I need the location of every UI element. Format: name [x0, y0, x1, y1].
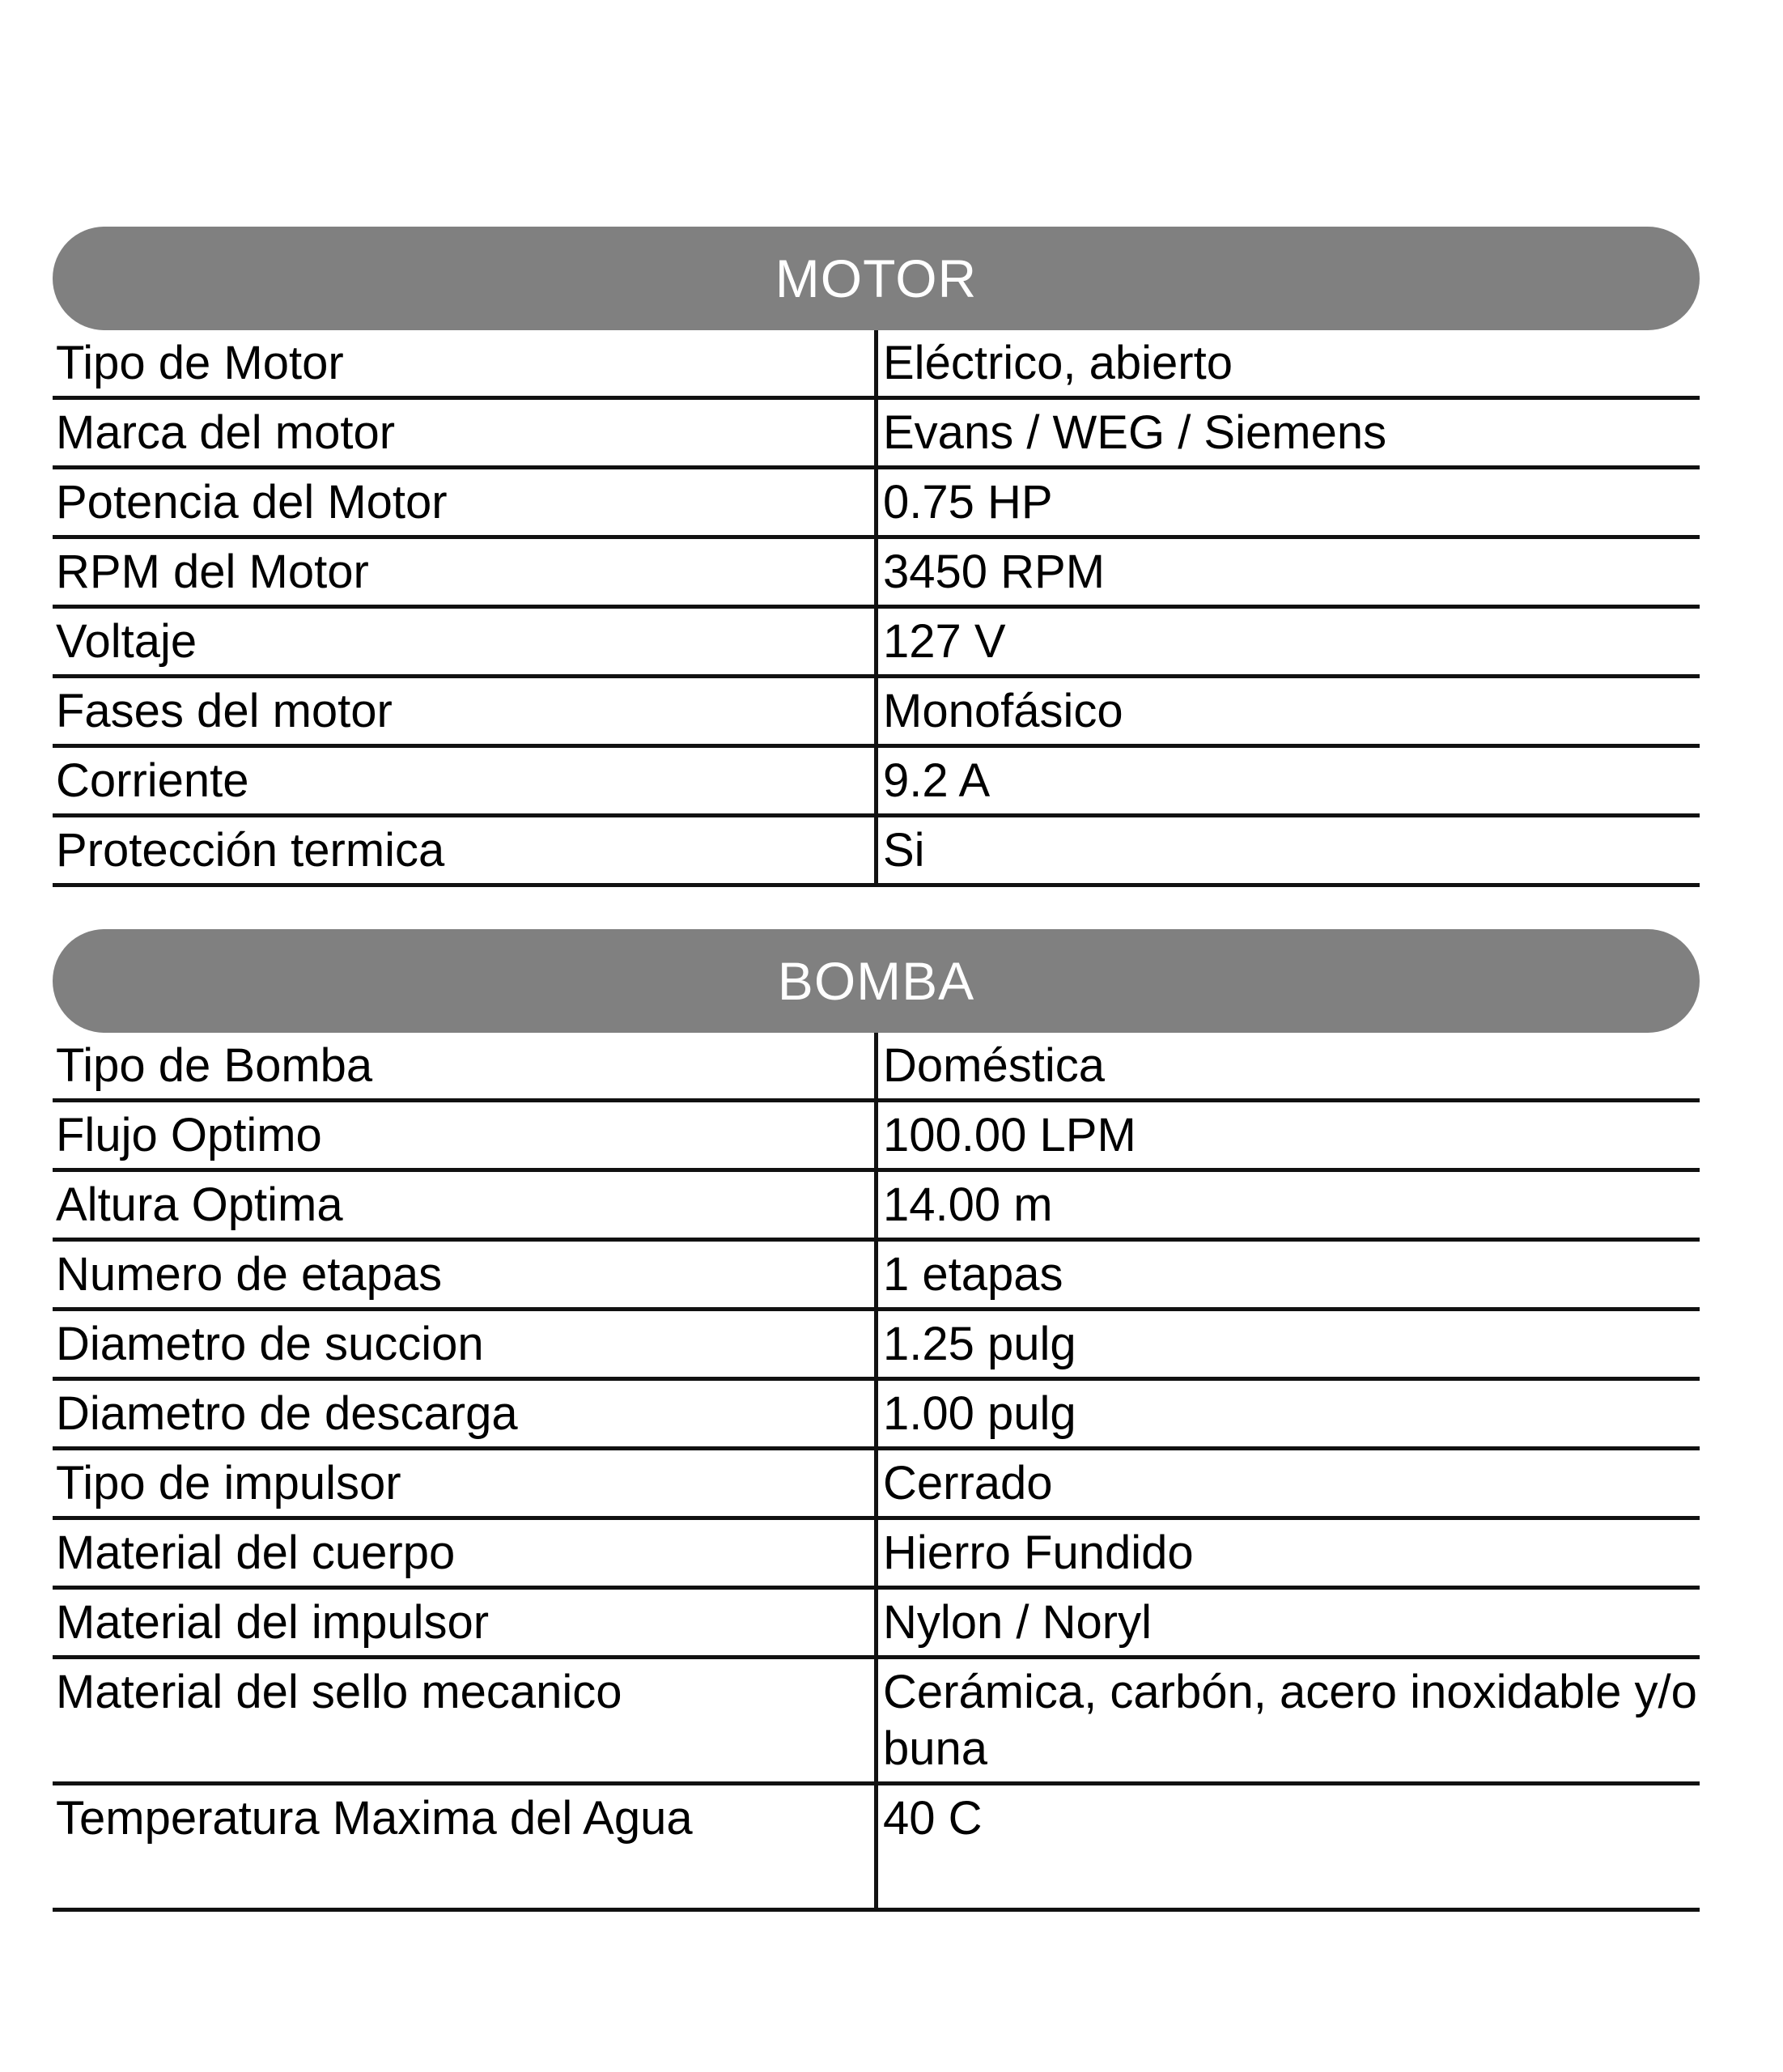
section-gap	[53, 887, 1700, 929]
spec-value: 1 etapas	[883, 1248, 1063, 1301]
spec-value: 100.00 LPM	[883, 1109, 1136, 1161]
spec-value: Cerámica, carbón, acero inoxidable y/o buna	[883, 1666, 1697, 1775]
spec-label: Diametro de succion	[53, 1311, 878, 1377]
spec-value: 1.00 pulg	[883, 1387, 1076, 1440]
spec-value: Doméstica	[883, 1039, 1105, 1092]
section-header-motor	[53, 227, 1700, 330]
spec-label: Diametro de descarga	[53, 1381, 878, 1446]
table-row	[53, 1172, 1700, 1242]
table-row	[53, 609, 1700, 678]
table-row	[53, 1450, 1700, 1520]
spec-value: 9.2 A	[883, 754, 991, 807]
table-row	[53, 1590, 1700, 1659]
table-row	[53, 1659, 1700, 1785]
table-row	[53, 748, 1700, 817]
spec-label: Material del sello mecanico	[53, 1659, 878, 1781]
bomba-spec-table	[53, 1033, 1700, 1912]
spec-label: Numero de etapas	[53, 1242, 878, 1307]
spec-label: Material del cuerpo	[53, 1520, 878, 1586]
spec-label: RPM del Motor	[53, 539, 878, 605]
spec-value: Evans / WEG / Siemens	[883, 406, 1387, 459]
spec-value: Hierro Fundido	[883, 1526, 1194, 1579]
spec-value: Si	[883, 824, 925, 877]
spec-label: Corriente	[53, 748, 878, 813]
spec-label: Material del impulsor	[53, 1590, 878, 1655]
table-row	[53, 1381, 1700, 1450]
spec-sheet	[53, 227, 1700, 1912]
spec-label: Marca del motor	[53, 400, 878, 465]
table-row	[53, 1033, 1700, 1102]
spec-label: Fases del motor	[53, 678, 878, 744]
spec-label: Flujo Optimo	[53, 1102, 878, 1168]
table-row	[53, 400, 1700, 469]
spec-value: 127 V	[883, 615, 1006, 668]
spec-label: Tipo de Motor	[53, 330, 878, 396]
spec-label: Tipo de impulsor	[53, 1450, 878, 1516]
table-row	[53, 1520, 1700, 1590]
table-row	[53, 1785, 1700, 1912]
spec-label: Temperatura Maxima del Agua	[53, 1785, 878, 1908]
table-row	[53, 1102, 1700, 1172]
spec-label: Voltaje	[53, 609, 878, 674]
spec-value: Eléctrico, abierto	[883, 337, 1233, 389]
spec-value: 1.25 pulg	[883, 1318, 1076, 1370]
spec-value: Monofásico	[883, 685, 1123, 737]
spec-value: 40 C	[883, 1792, 983, 1845]
spec-label: Tipo de Bomba	[53, 1033, 878, 1098]
spec-value: 3450 RPM	[883, 546, 1106, 598]
spec-value: Nylon / Noryl	[883, 1596, 1152, 1649]
spec-value: 14.00 m	[883, 1178, 1053, 1231]
table-row	[53, 469, 1700, 539]
table-row	[53, 678, 1700, 748]
table-row	[53, 1311, 1700, 1381]
table-row	[53, 539, 1700, 609]
spec-value: Cerrado	[883, 1457, 1053, 1509]
section-title: BOMBA	[777, 951, 975, 1011]
table-row	[53, 817, 1700, 887]
table-row	[53, 1242, 1700, 1311]
spec-label: Altura Optima	[53, 1172, 878, 1238]
section-header-bomba	[53, 929, 1700, 1033]
section-title: MOTOR	[775, 248, 978, 308]
motor-spec-table	[53, 330, 1700, 887]
table-row	[53, 330, 1700, 400]
spec-label: Potencia del Motor	[53, 469, 878, 535]
spec-value: 0.75 HP	[883, 476, 1053, 529]
spec-label: Protección termica	[53, 817, 878, 883]
